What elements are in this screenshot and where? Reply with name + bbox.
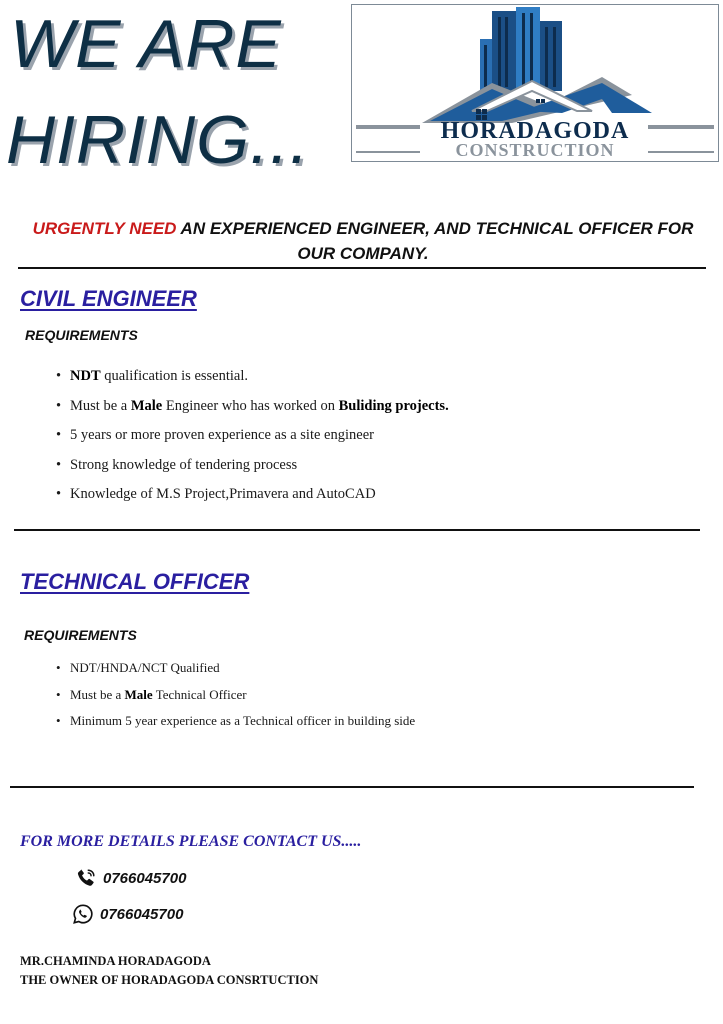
whatsapp-icon bbox=[72, 903, 94, 925]
logo-name: HORADAGODA bbox=[440, 118, 630, 144]
technical-requirements-label: REQUIREMENTS bbox=[24, 627, 137, 643]
headline-hiring: HIRING... bbox=[6, 102, 310, 178]
list-item: • Strong knowledge of tendering process bbox=[56, 457, 449, 487]
list-item: • Minimum 5 year experience as a Technical officer in building side bbox=[56, 713, 415, 740]
owner-title: THE OWNER OF HORADAGODA CONSRTUCTION bbox=[20, 973, 319, 987]
phone-icon bbox=[75, 867, 97, 889]
civil-requirements-list bbox=[56, 368, 449, 516]
list-item: • NDT/HNDA/NCT Qualified bbox=[56, 660, 415, 687]
intro-text: AN EXPERIENCED ENGINEER, AND TECHNICAL OFFICER FOR OUR COMPANY. bbox=[176, 219, 694, 263]
whatsapp-contact[interactable] bbox=[72, 903, 183, 925]
phone-number: 0766045700 bbox=[103, 869, 187, 887]
list-item: • Must be a Male Engineer who has worked on Buliding projects. bbox=[56, 398, 449, 428]
logo-tagline: CONSTRUCTION bbox=[455, 140, 615, 160]
phone-contact[interactable] bbox=[75, 867, 186, 889]
company-logo bbox=[351, 4, 719, 162]
divider bbox=[18, 267, 706, 269]
list-item: • Must be a Male Technical Officer bbox=[56, 687, 415, 714]
headline-we-are: WE ARE bbox=[10, 6, 282, 82]
list-item: • NDT qualification is essential. bbox=[56, 368, 449, 398]
owner-block bbox=[20, 952, 318, 990]
urgent-label: URGENTLY NEED bbox=[32, 219, 177, 238]
divider bbox=[10, 786, 694, 788]
technical-requirements-list bbox=[56, 660, 415, 740]
list-item: • 5 years or more proven experience as a site engineer bbox=[56, 427, 449, 457]
civil-requirements-label: REQUIREMENTS bbox=[25, 327, 138, 343]
owner-name: MR.CHAMINDA HORADAGODA bbox=[20, 954, 211, 968]
contact-heading: FOR MORE DETAILS PLEASE CONTACT US..... bbox=[20, 833, 362, 850]
list-item: • Knowledge of M.S Project,Primavera and AutoCAD bbox=[56, 486, 449, 516]
divider bbox=[14, 529, 700, 531]
civil-engineer-title: CIVIL ENGINEER bbox=[20, 286, 197, 311]
intro-statement bbox=[18, 216, 708, 266]
technical-officer-title: TECHNICAL OFFICER bbox=[20, 569, 250, 594]
whatsapp-number: 0766045700 bbox=[100, 905, 184, 923]
